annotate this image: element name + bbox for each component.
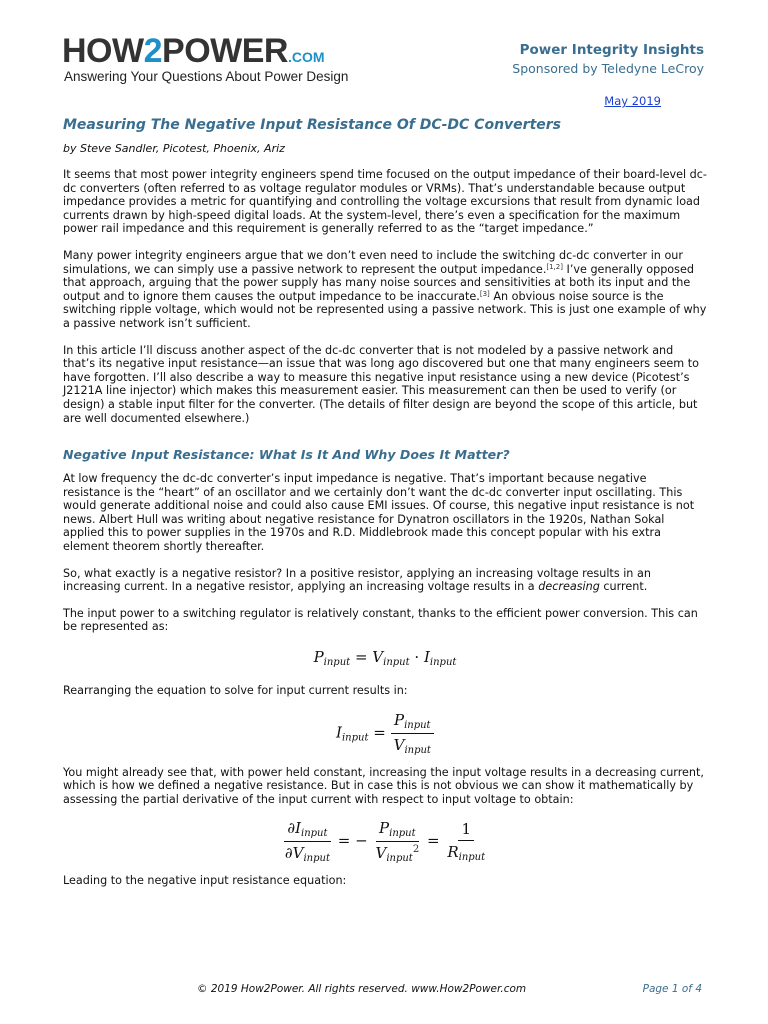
logo-text-power: POWER bbox=[162, 32, 288, 70]
paragraph-5-emphasis: decreasing bbox=[538, 580, 600, 594]
issue-date-link[interactable]: May 2019 bbox=[604, 94, 661, 108]
logo-tagline: Answering Your Questions About Power Design bbox=[64, 69, 349, 84]
paragraph-5-part-a: So, what exactly is a negative resistor? In a positive resistor, applying an increasing voltage results in an increasing current. In a negative resistor, applying an increasing voltage results in a bbox=[63, 566, 651, 594]
equation-power: $P_{input} = V_{input} \cdot I_{input}$ bbox=[313, 648, 457, 669]
article-byline: by Steve Sandler, Picotest, Phoenix, Ariz bbox=[63, 142, 285, 155]
how2power-logo[interactable] bbox=[62, 32, 349, 86]
equation-derivative: $\frac{\partial I_{input}}{\partial V_{input}}$ = − $\frac{P_{input}}{V_{input}^2}$ = $\frac{1}{R_{input}}$ bbox=[284, 819, 486, 865]
logo-text-com: .COM bbox=[287, 49, 325, 65]
paragraph-7: Rearranging the equation to solve for input current results in: bbox=[63, 684, 408, 698]
logo-text-how: HOW bbox=[62, 32, 144, 70]
paragraph-5 bbox=[63, 567, 707, 594]
copyright-notice: © 2019 How2Power. All rights reserved. www.How2Power.com bbox=[197, 983, 527, 995]
article-title: Measuring The Negative Input Resistance Of DC-DC Converters bbox=[63, 117, 561, 133]
section-heading: Negative Input Resistance: What Is It And Why Does It Matter? bbox=[63, 447, 510, 463]
paragraph-2-part-c: An obvious noise source is the switching ripple voltage, which would not be represented using a passive network. This is just one example of why a passive network isn’t sufficient. bbox=[63, 289, 707, 330]
paragraph-6: The input power to a switching regulator is relatively constant, thanks to the efficient power conversion. This can be represented as: bbox=[63, 606, 698, 634]
paragraph-2-part-a: Many power integrity engineers argue that we don’t even need to include the switching dc-dc converter in our simulations, we can simply use a passive network to represent the output impedance. bbox=[63, 248, 683, 276]
page-number: Page 1 of 4 bbox=[642, 983, 702, 995]
paragraph-2 bbox=[63, 249, 707, 331]
sponsor-line: Sponsored by Teledyne LeCroy bbox=[512, 61, 704, 76]
series-header bbox=[512, 42, 704, 76]
logo-text-2: 2 bbox=[143, 32, 163, 70]
reference-1-2[interactable]: [1,2] bbox=[546, 262, 563, 271]
paragraph-1: It seems that most power integrity engineers spend time focused on the output impedance of their board-level dc-dc converters (often referred to as voltage regulator modules or VRMs). That’s understandable because output impedance provides a metric for quantifying and controlling the voltage excursions that result from dynamic load currents drawn by high-speed digital loads. At the system-level, there’s even a specification for the maximum power rail impedance and this requirement is generally referred to as the “target impedance.” bbox=[63, 168, 707, 236]
reference-3[interactable]: [3] bbox=[479, 289, 490, 298]
paragraph-5-part-b: current. bbox=[599, 580, 648, 594]
logo-wordmark bbox=[62, 34, 325, 74]
paragraph-4: At low frequency the dc-dc converter’s input impedance is negative. That’s important because negative resistance is the “heart” of an oscillator and we certainly don’t want the dc-dc converter input oscillating. This would generate additional noise and could also cause EMI issues. Of course, this negative input resistance is not news. Albert Hull was writing about negative resistance for Dynatron oscillators in the 1920s, Nathan Sokal applied this to power supplies in the 1970s and R.D. Middlebrook made this concept popular with his extra element theorem shortly thereafter. bbox=[63, 472, 695, 554]
article-body bbox=[63, 168, 707, 901]
equation-current: $I_{input}$ = $\frac{P_{input}}{V_{input}}$ bbox=[63, 711, 707, 756]
series-title: Power Integrity Insights bbox=[519, 42, 704, 58]
paragraph-3: In this article I’ll discuss another aspect of the dc-dc converter that is not modeled by a passive network and that’s its negative input resistance—an issue that was long ago discovered but one that many engineers seem to have forgotten. I’ll also describe a way to measure this negative input resistance using a new device (Picotest’s J2121A line injector) which makes this measurement easier. This measurement can then be used to verify (or design) a stable input filter for the converter. (The details of filter design are beyond the scope of this article, but are well documented elsewhere.) bbox=[63, 343, 699, 425]
paragraph-2-part-b: I’ve generally opposed that approach, arguing that the power supply has many noise sources and sensitivities at both its input and the output and to ignore them causes the output impedance to be inaccurate. bbox=[63, 262, 694, 303]
paragraph-8: You might already see that, with power held constant, increasing the input voltage results in a decreasing current, which is how we defined a negative resistance. But in case this is not obvious we can show it mathematically by assessing the partial derivative of the input current with respect to input voltage to obtain: bbox=[63, 765, 704, 806]
paragraph-9: Leading to the negative input resistance equation: bbox=[63, 874, 347, 888]
